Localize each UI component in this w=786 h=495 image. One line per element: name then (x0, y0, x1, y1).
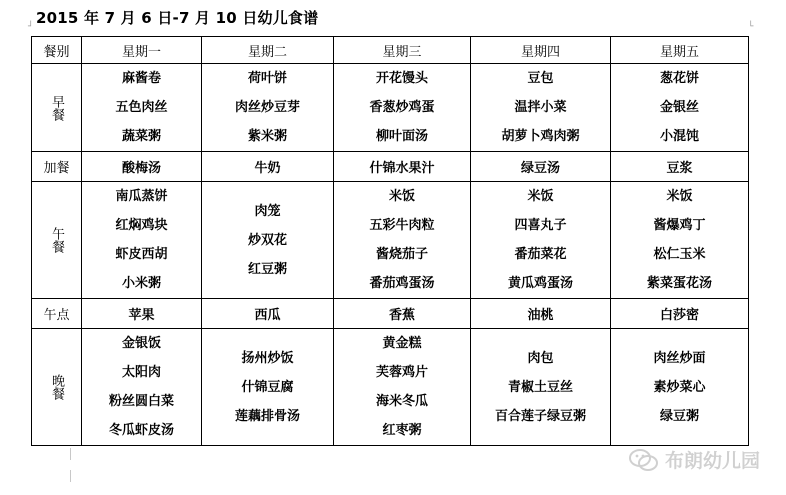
day-cell (202, 64, 334, 152)
dish-item: 素炒菜心 (653, 379, 706, 395)
meal-label: 加餐 (32, 152, 82, 182)
day-cell (202, 299, 334, 329)
day-cell (202, 152, 334, 182)
header-meal-col: 餐别 (32, 37, 82, 64)
day-cell (611, 152, 749, 182)
dish-item: 豆包 (527, 71, 554, 86)
dish-item: 小混饨 (659, 129, 699, 144)
day-cell (202, 182, 334, 299)
dish-item: 粉丝圆白菜 (108, 394, 174, 409)
dish-item: 葱花饼 (659, 71, 699, 86)
dish-item: 蔬菜粥 (121, 129, 161, 144)
dish-item: 开花馒头 (375, 71, 428, 86)
dish-list (82, 329, 201, 445)
dish-list (611, 157, 748, 176)
day-cell (471, 182, 611, 299)
watermark (629, 446, 760, 473)
dish-item: 酸梅汤 (121, 161, 161, 176)
dish-item: 肉笼 (254, 203, 281, 219)
dish-item: 炒双花 (247, 232, 287, 248)
dish-item: 绿豆粥 (659, 408, 699, 424)
dish-item: 黄瓜鸡蛋汤 (507, 276, 573, 291)
dish-item: 酱爆鸡丁 (653, 218, 706, 233)
dish-item: 紫米粥 (247, 129, 287, 144)
dish-item: 番茄菜花 (514, 247, 567, 262)
day-cell (334, 64, 471, 152)
dish-list (334, 157, 470, 176)
day-cell (82, 329, 202, 446)
meal-label: 午点 (32, 299, 82, 329)
dish-list (202, 197, 333, 284)
dish-item: 百合莲子绿豆粥 (494, 408, 586, 424)
dish-list (334, 64, 470, 151)
dish-item: 牛奶 (254, 161, 281, 176)
dish-item: 米饭 (527, 189, 554, 204)
dish-list (82, 64, 201, 151)
dish-item: 扬州炒饭 (241, 350, 294, 366)
dish-list (611, 64, 748, 151)
header-day: 星期三 (334, 37, 471, 64)
dish-item: 白莎密 (659, 308, 699, 323)
day-cell (334, 182, 471, 299)
day-cell (334, 329, 471, 446)
dish-item: 红枣粥 (382, 423, 422, 438)
dish-list (611, 344, 748, 431)
margin-rule-mark (70, 470, 71, 482)
dish-item: 豆浆 (666, 161, 693, 176)
dish-item: 海米冬瓜 (375, 394, 428, 409)
dish-item: 温拌小菜 (514, 100, 567, 115)
day-cell (471, 152, 611, 182)
day-cell (82, 152, 202, 182)
dish-list (611, 304, 748, 323)
dish-item: 紫菜蛋花汤 (646, 276, 712, 291)
meal-row (32, 182, 749, 299)
dish-item: 五色肉丝 (115, 100, 168, 115)
day-cell (611, 64, 749, 152)
dish-item: 酱烧茄子 (375, 247, 428, 262)
dish-list (611, 182, 748, 298)
dish-item: 芙蓉鸡片 (375, 365, 428, 380)
day-cell (611, 182, 749, 299)
day-cell (334, 299, 471, 329)
dish-item: 红焖鸡块 (115, 218, 168, 233)
dish-item: 米饭 (666, 189, 693, 204)
dish-item: 西瓜 (254, 308, 281, 323)
margin-rule-mark (70, 448, 71, 460)
meal-label: 晚餐 (32, 329, 82, 446)
dish-item: 小米粥 (121, 276, 161, 291)
meal-row (32, 299, 749, 329)
menu-table (31, 36, 749, 446)
dish-list (471, 64, 610, 151)
dish-item: 红豆粥 (247, 261, 287, 277)
header-day: 星期五 (611, 37, 749, 64)
dish-list (82, 304, 201, 323)
dish-list (334, 304, 470, 323)
watermark-text: 布朗幼儿园 (664, 450, 760, 472)
dish-list (471, 344, 610, 431)
dish-list (471, 304, 610, 323)
margin-corner-mark: └ (748, 22, 754, 32)
dish-item: 什锦水果汁 (369, 161, 435, 176)
day-cell (611, 329, 749, 446)
day-cell (202, 329, 334, 446)
dish-item: 金银丝 (659, 100, 699, 115)
dish-item: 苹果 (128, 308, 155, 323)
dish-list (202, 344, 333, 431)
dish-item: 荷叶饼 (247, 71, 287, 86)
dish-list (202, 304, 333, 323)
dish-item: 柳叶面汤 (375, 129, 428, 144)
dish-item: 肉丝炒豆芽 (234, 100, 300, 115)
page-title: 2015 年 7 月 6 日-7 月 10 日幼儿食谱 (36, 9, 319, 27)
dish-item: 松仁玉米 (653, 247, 706, 262)
meal-row (32, 152, 749, 182)
meal-label: 早餐 (32, 64, 82, 152)
dish-item: 五彩牛肉粒 (369, 218, 435, 233)
margin-corner-mark: ┘ (28, 22, 34, 32)
day-cell (471, 329, 611, 446)
dish-list (334, 329, 470, 445)
dish-item: 油桃 (527, 308, 554, 323)
meal-row (32, 329, 749, 446)
meal-label: 午餐 (32, 182, 82, 299)
dish-item: 香蕉 (388, 308, 415, 323)
meal-row (32, 64, 749, 152)
day-cell (334, 152, 471, 182)
dish-item: 太阳肉 (121, 365, 161, 380)
dish-item: 肉丝炒面 (653, 350, 706, 366)
header-day: 星期二 (202, 37, 334, 64)
dish-item: 米饭 (388, 189, 415, 204)
dish-item: 绿豆汤 (520, 161, 560, 176)
dish-item: 冬瓜虾皮汤 (108, 423, 174, 438)
header-day: 星期一 (82, 37, 202, 64)
dish-item: 黄金糕 (382, 336, 422, 351)
dish-item: 金银饭 (121, 336, 161, 351)
header-row (32, 37, 749, 64)
dish-item: 麻酱卷 (121, 71, 161, 86)
dish-item: 四喜丸子 (514, 218, 567, 233)
dish-item: 莲藕排骨汤 (234, 408, 300, 424)
dish-item: 虾皮西胡 (115, 247, 168, 262)
dish-item: 什锦豆腐 (241, 379, 294, 395)
dish-item: 肉包 (527, 350, 554, 366)
dish-list (202, 157, 333, 176)
day-cell (82, 299, 202, 329)
dish-item: 青椒土豆丝 (507, 379, 573, 395)
day-cell (471, 64, 611, 152)
day-cell (471, 299, 611, 329)
dish-item: 南瓜蒸饼 (115, 189, 168, 204)
dish-item: 番茄鸡蛋汤 (369, 276, 435, 291)
dish-list (82, 157, 201, 176)
dish-list (82, 182, 201, 298)
dish-list (471, 157, 610, 176)
dish-list (334, 182, 470, 298)
wechat-icon (629, 448, 659, 472)
header-day: 星期四 (471, 37, 611, 64)
dish-list (471, 182, 610, 298)
day-cell (82, 182, 202, 299)
dish-list (202, 64, 333, 151)
dish-item: 胡萝卜鸡肉粥 (501, 129, 580, 144)
dish-item: 香葱炒鸡蛋 (369, 100, 435, 115)
day-cell (611, 299, 749, 329)
day-cell (82, 64, 202, 152)
